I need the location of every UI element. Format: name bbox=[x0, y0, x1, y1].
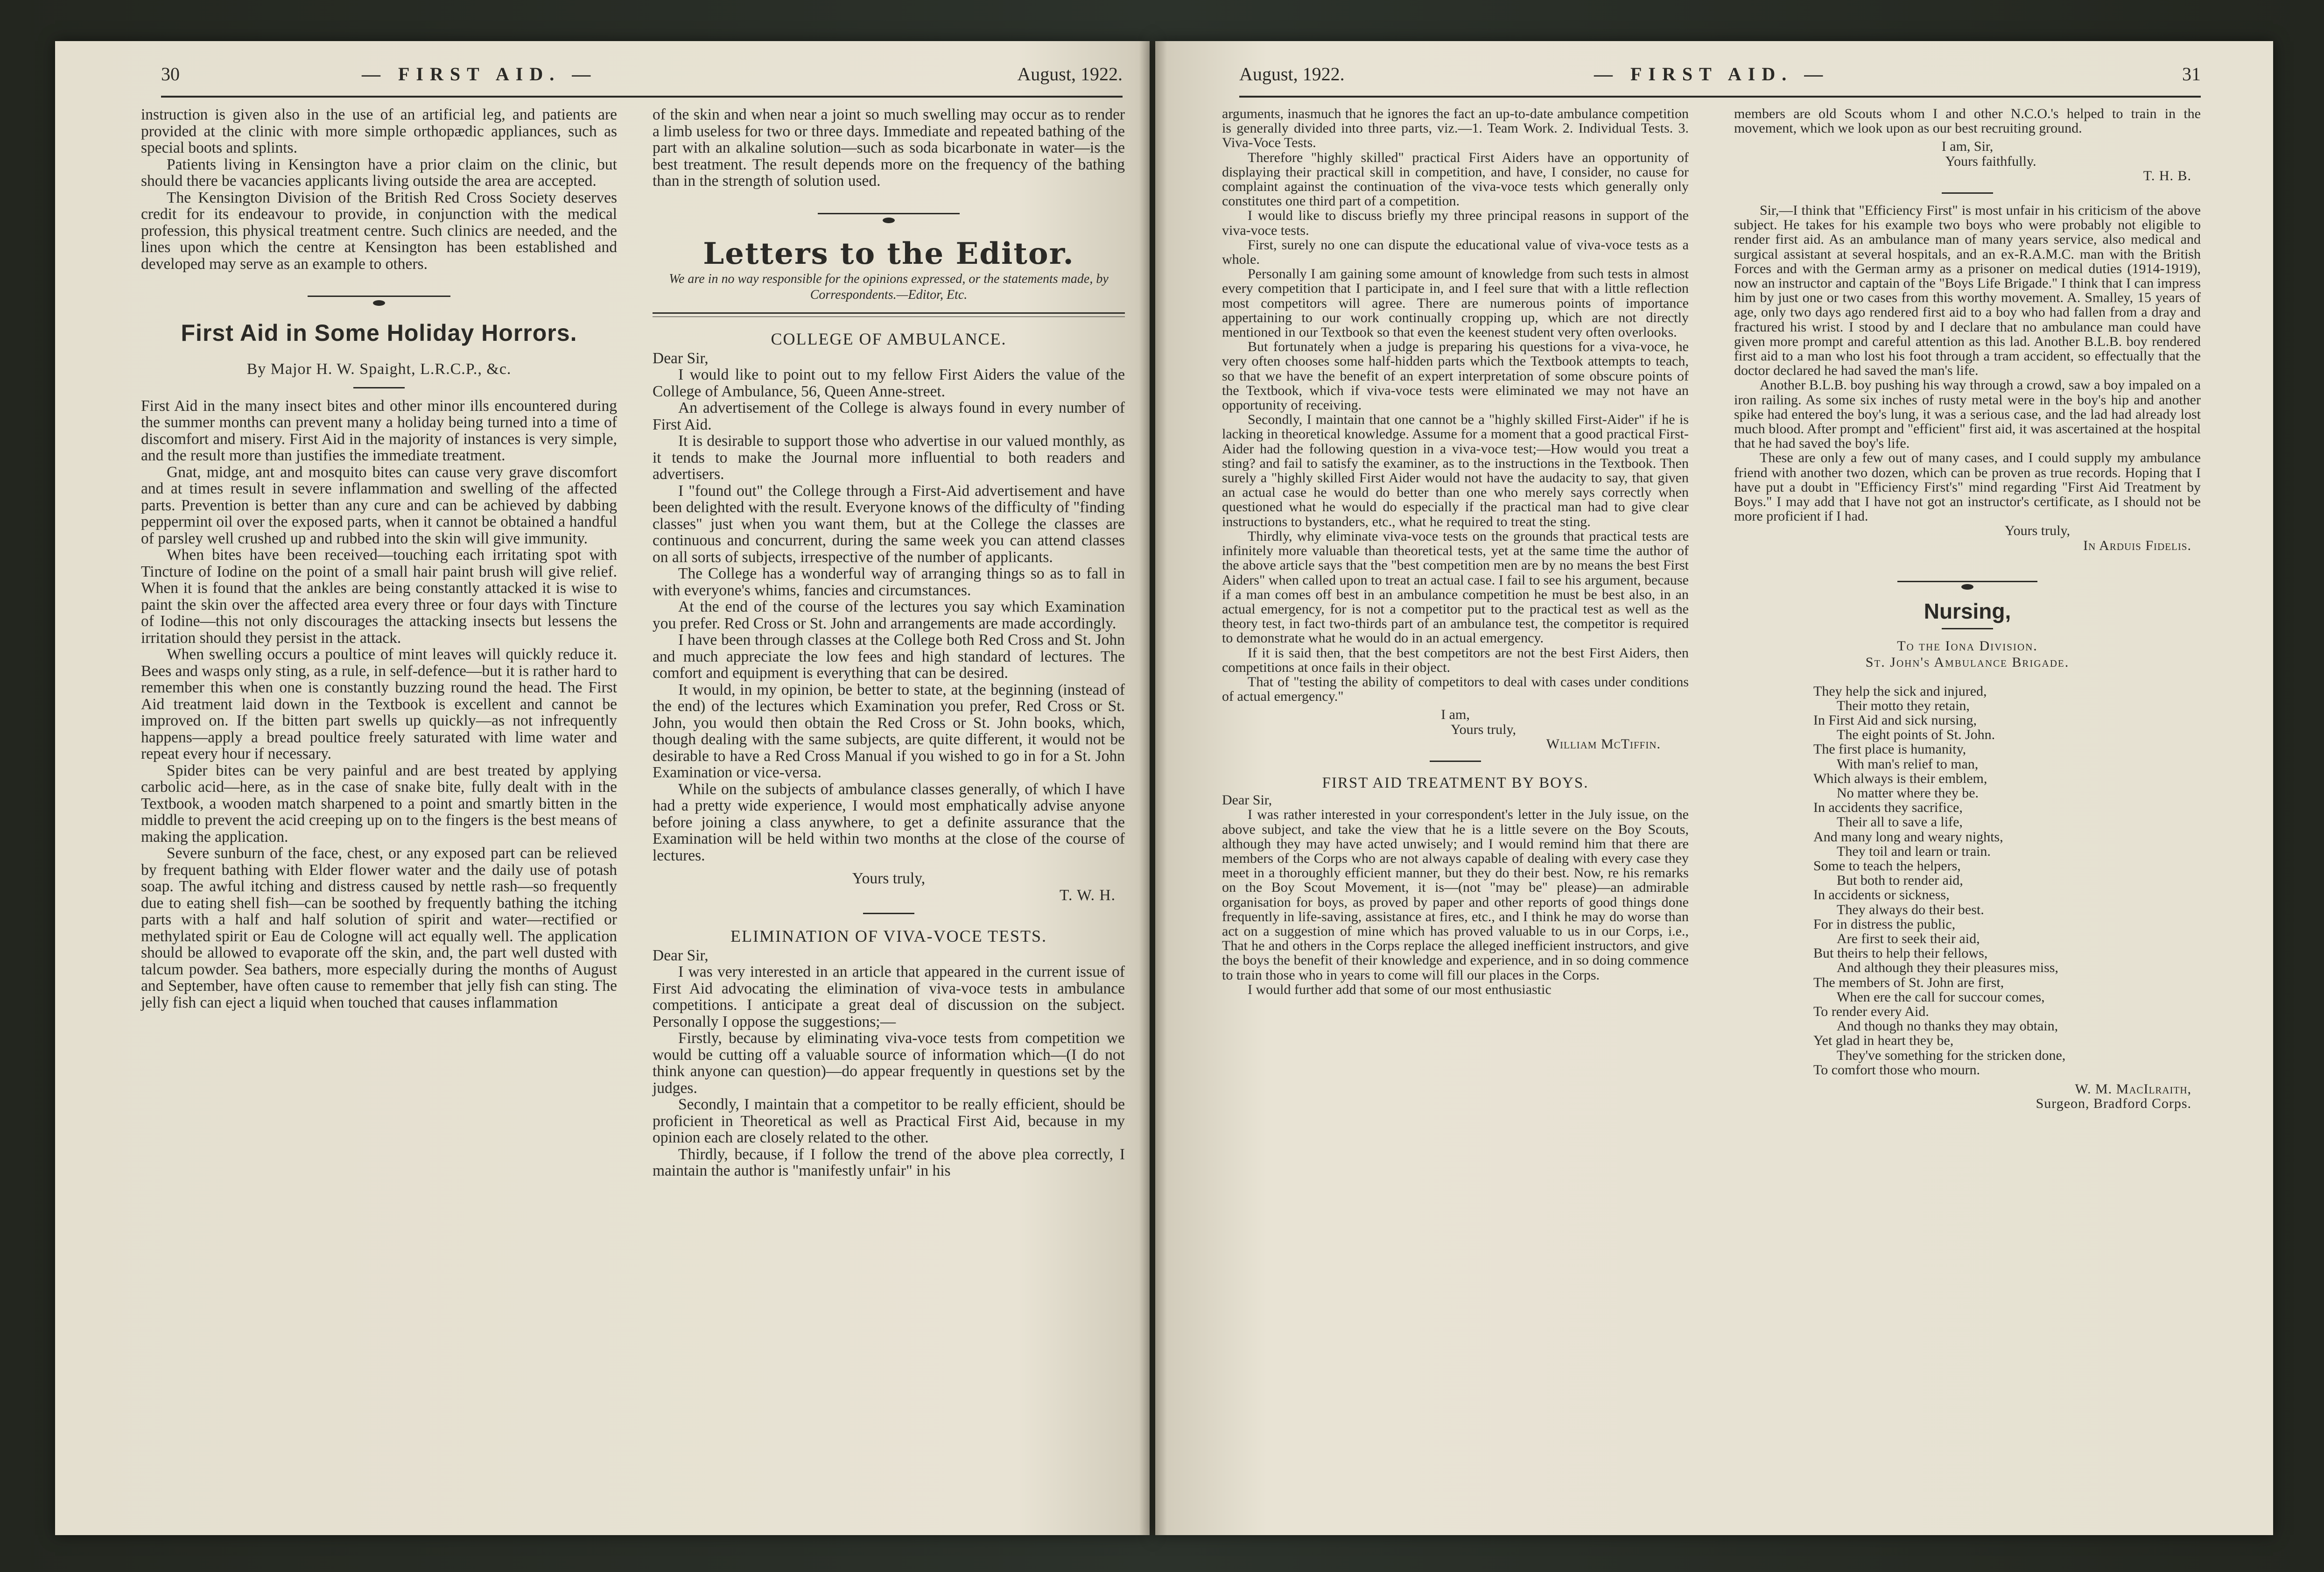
poem-dedication: To the Iona Division. bbox=[1897, 638, 2038, 654]
paragraph: instruction is given also in the use of an artificial leg, and patients are provided at the clinic with more simple orthopædic appliances, such as special boots and splints. bbox=[141, 106, 617, 156]
ornament-divider bbox=[653, 208, 1125, 218]
paragraph: An advertisement of the College is always found in every number of First Aid. bbox=[653, 399, 1125, 433]
double-rule bbox=[653, 312, 1125, 317]
paragraph: arguments, inasmuch that he ignores the fact an up-to-date ambulance competition is generally divided into three parts, viz.—1. Team Work. 2. Individual Tests. 3. Viva-Voce Tests. bbox=[1222, 106, 1689, 151]
paragraph: I "found out" the College through a First-Aid advertisement and have been delighted with the result. Everyone knows of the difficulty of "finding classes" just when you want them, but at the College the classes are continuous and concurrent, during the same week you can attend classes on all sorts of subjects, irrespective of the number of applicants. bbox=[653, 482, 1125, 566]
poem-line: To comfort those who mourn. bbox=[1813, 1062, 1980, 1078]
poem-line: In First Aid and sick nursing, bbox=[1813, 712, 1977, 728]
ornament-divider bbox=[141, 291, 617, 300]
column-4 bbox=[1734, 106, 2201, 1111]
letter-salutation: Dear Sir, bbox=[1222, 792, 1272, 808]
letter-salutation: Dear Sir, bbox=[653, 946, 709, 964]
letter-signature: T. W. H. bbox=[1060, 886, 1116, 904]
paragraph: The Kensington Division of the British Red Cross Society deserves credit for its endeavour to provide, in conjunction with the medical profession, this physical treatment centre. Such clinics are needed, and the lines upon which the centre at Kensington has been established and developed may serve as an example to others. bbox=[141, 189, 617, 273]
column-2 bbox=[653, 106, 1125, 1179]
paragraph: Secondly, I maintain that one cannot be a "highly skilled First-Aider" if he is lacking in theoretical knowledge. Assume for a moment that a good practical First-Aider had the following question in a viva-voce test;—How would you treat a sting? and fail to satisfy the examiner, as to the instructions in the Textbook. Then surely a "highly skilled First Aider would not have the audacity to say, that given an actual case he would do better than one who merely says correctly when questioned what he would do especially if the practical man had to give clear instructions to bystanders, etc., what he required to treat the sting. bbox=[1222, 412, 1689, 529]
poem-author: W. M. MacIlraith, bbox=[2075, 1081, 2191, 1097]
poem-line: They toil and learn or train. bbox=[1837, 843, 1991, 859]
letter-signoff: I am, Sir, bbox=[1941, 139, 1994, 155]
paragraph: I would further add that some of our most enthusiastic bbox=[1248, 981, 1552, 997]
page-number-left: 30 bbox=[161, 63, 180, 85]
paragraph: Severe sunburn of the face, chest, or any exposed part can be relieved by frequent bathing with Elder flower water and the daily use of potash soap. The awful itching and distress caused by nettle rash—so frequently due to eating shell fish—can be soothed by frequently bathing the itching parts with a half and half solution of spirit and water—rectified or methylated spirit or Eau de Cologne will act equally well. The application should be allowed to evaporate off the skin, and, the part well dusted with talcum powder. Sea bathers, more especially during the months of August and September, have often cause to remember that jelly fish can sting. The jelly fish can eject a liquid when touched that causes inflammation bbox=[141, 845, 617, 1011]
poem-line: No matter where they be. bbox=[1837, 785, 1979, 801]
letter-title: ELIMINATION OF VIVA-VOCE TESTS. bbox=[730, 927, 1047, 945]
paragraph: But fortunately when a judge is preparing his questions for a viva-voce, he very often chooses some half-hidden parts which the Textbook attempts to teach, so that we have the benefit of an expert interpretation of some obscure points of the Textbook, which if viva-voce tests were eliminated we may not have an opportunity of receiving. bbox=[1222, 339, 1689, 413]
poem-line: But both to render aid, bbox=[1837, 873, 1963, 888]
poem-line: The members of St. John are first, bbox=[1813, 974, 2004, 990]
poem-line: Which always is their emblem, bbox=[1813, 770, 1987, 786]
poem-line: Some to teach the helpers, bbox=[1813, 858, 1961, 874]
poem-line: In accidents they sacrifice, bbox=[1813, 800, 1963, 816]
paragraph: When bites have been received—touching each irritating spot with Tincture of Iodine on the point of a small hair paint brush will give relief. When it is found that the ankles are being constantly attacked it is wise to paint the skin over the affected area every three or four days with Tincture of Iodine—this not only discourages the attacking insects but lessens the irritation should they persist in the attack. bbox=[141, 546, 617, 647]
paragraph: I would like to discuss briefly my three principal reasons in support of the viva-voce tests. bbox=[1222, 208, 1689, 238]
paragraph: Another B.L.B. boy pushing his way through a crowd, saw a boy impaled on a iron railing. As some six inches of rusty metal were in the boy's hip and another spike had entered the boy's lung, it was a serious case, and the lad had already lost much blood. After prompt and "efficient" first aid, it was ascertained at the hospital that he had saved the boy's life. bbox=[1734, 377, 2201, 451]
right-running-header bbox=[1239, 63, 2201, 91]
paragraph: At the end of the course of the lectures you say which Examination you prefer. Red Cross or St. John and arrangements are made accordingly. bbox=[653, 598, 1125, 632]
magazine-title-left: — FIRST AID. — bbox=[362, 63, 597, 85]
poem-line: And although they their pleasures miss, bbox=[1837, 960, 2058, 976]
poem-brigade: St. John's Ambulance Brigade. bbox=[1865, 655, 2070, 670]
editor-disclaimer: We are in no way responsible for the opinions expressed, or the statements made, by Correspondents.—Editor, Etc. bbox=[669, 272, 1109, 302]
letter-signature: In Arduis Fidelis. bbox=[2083, 537, 2191, 553]
poem-line: Yet glad in heart they be, bbox=[1813, 1033, 1954, 1049]
poem-line: Their all to save a life, bbox=[1837, 814, 1963, 830]
book-gutter bbox=[1139, 41, 1167, 1535]
letter-title: COLLEGE OF AMBULANCE. bbox=[771, 330, 1007, 348]
poem-line: In accidents or sickness, bbox=[1813, 887, 1950, 903]
paragraph: The College has a wonderful way of arranging things so as to fall in with everyone's whims, fancies and circumstances. bbox=[653, 565, 1125, 599]
poem-line: With man's relief to man, bbox=[1837, 756, 1979, 772]
short-rule bbox=[1430, 761, 1481, 762]
paragraph: It would, in my opinion, be better to state, at the beginning (instead of the end) of the lectures which Examination you prefer, Red Cross or St. John, you would then obtain the Red Cross or St. John books, which, though dealing with the same subjects, are quite different, it would not be desirable to have a Red Cross Manual if you wished to go in for a St. John Examination or vice-versa. bbox=[653, 681, 1125, 781]
poem-line: The eight points of St. John. bbox=[1837, 727, 1995, 743]
paragraph: First Aid in the many insect bites and other minor ills encountered during the summer months can prevent many a holiday being turned into a time of discomfort and misery. First Aid in the majority of instances is very simple, and the result more than justifies the immediate treatment. bbox=[141, 397, 617, 464]
short-rule bbox=[863, 913, 914, 914]
letter-signoff: Yours truly, bbox=[1450, 721, 1517, 737]
poem-title: Nursing, bbox=[1924, 599, 2011, 623]
letter-signoff: I am, bbox=[1441, 707, 1470, 723]
poem-line: They've something for the stricken done, bbox=[1837, 1047, 2066, 1063]
poem-line: The first place is humanity, bbox=[1813, 741, 1966, 757]
paragraph: Firstly, because by eliminating viva-voce tests from competition we would be cutting off a valuable source of information which—(I do not think anyone can question)—do appear frequently in questions set by the judges. bbox=[653, 1029, 1125, 1097]
magazine-title-right: — FIRST AID. — bbox=[1594, 63, 1830, 85]
letter-salutation: Dear Sir, bbox=[653, 349, 709, 367]
section-title: Letters to the Editor. bbox=[703, 236, 1074, 271]
paragraph: I was rather interested in your correspondent's letter in the July issue, on the above subject, and take the view that he is a little severe on the Boy Scouts, although they may have acted unwisely; and I would remind him that there are members of the Corps who are not always capable of dealing with every case they meet in a thoroughly efficient manner, but they do their best. Now, re his remarks on the Boy Scout Movement, it is—(not "may be" please)—an admirable organisation for boys, as proved by paper and other reports of good things done frequently in life-saving, assistance at fires, etc., and I think he may do worse than act on a suggestion of mine which has proved valuable to us in our Corps, i.e., That he and others in the Corps replace the alleged inefficient instructors, and give the boys the benefit of their knowledge and experience, and in so doing commence to train those who in years to come will fill our places in the Corps. bbox=[1222, 807, 1689, 983]
issue-date-right: August, 1922. bbox=[1239, 63, 1345, 85]
paragraph: Therefore "highly skilled" practical First Aiders have an opportunity of displaying their practical skill in competition, and have, I consider, no cause for complaint against the continuation of the viva-voce tests which generally only constitutes one third part of a competition. bbox=[1222, 149, 1689, 209]
paragraph: Thirdly, why eliminate viva-voce tests on the grounds that practical tests are infinitely more valuable than theoretical tests, yet at the same time the author of the above article says that the "best competition men are by no means the best First Aiders" when called upon to treat an actual case. I fail to see his argument, because if a man comes off best in an ambulance competition he must be best also, in an actual emergency, for is not a competitor put to the practical test as well as the theory test, in fact two-thirds part of an ambulance test, the competitor is required to demonstrate what he would do in an actual emergency. bbox=[1222, 528, 1689, 646]
paragraph: I would like to point out to my fellow First Aiders the value of the College of Ambulance, 56, Queen Anne-street. bbox=[653, 366, 1125, 400]
paragraph: Thirdly, because, if I follow the trend of the above plea correctly, I maintain the author is "manifestly unfair" in his bbox=[653, 1145, 1125, 1179]
paragraph: Secondly, I maintain that a competitor to be really efficient, should be proficient in Theoretical as well as Practical First Aid, because in my opinion each are closely related to the other. bbox=[653, 1096, 1125, 1146]
article-title: First Aid in Some Holiday Horrors. bbox=[181, 320, 577, 346]
poem-line: For in distress the public, bbox=[1813, 916, 1956, 932]
ornament-divider bbox=[1734, 576, 2201, 585]
paragraph: Gnat, midge, ant and mosquito bites can cause very grave discomfort and at times result in severe inflammation and swelling of the affected parts. Prevention is better than any cure and can be achieved by dabbing peppermint oil over the exposed parts, when it cannot be obtained a handful of parsley well crushed up and rubbed into the skin will give immunity. bbox=[141, 463, 617, 547]
paragraph: members are old Scouts whom I and other N.C.O.'s helped to train in the movement, which we look upon as our best recruiting ground. bbox=[1734, 106, 2201, 136]
letter-signature: T. H. B. bbox=[2143, 168, 2191, 183]
paragraph: Spider bites can be very painful and are best treated by applying carbolic acid—here, as in the case of snake bite, fully dealt with in the Textbook, a wooden match sharpened to a point and smartly bitten in the middle to prevent the acid creeping up on to the fingers is the best means of making the application. bbox=[141, 761, 617, 846]
poem-line: Their motto they retain, bbox=[1837, 698, 1970, 713]
short-rule bbox=[1942, 192, 1993, 194]
page-number-right: 31 bbox=[2182, 63, 2201, 85]
short-rule bbox=[1942, 628, 1993, 629]
short-rule bbox=[353, 387, 405, 388]
paragraph: That of "testing the ability of competitors to deal with cases under conditions of actual emergency." bbox=[1222, 674, 1689, 705]
letter-signoff: Yours truly, bbox=[852, 870, 926, 887]
paragraph: I have been through classes at the College both Red Cross and St. John and much appreciate the low fees and high standard of lectures. The comfort and equipment is everything that can be desired. bbox=[653, 631, 1125, 682]
paragraph: I was very interested in an article that appeared in the current issue of First Aid advocating the elimination of viva-voce tests in ambulance competitions. I anticipate a great deal of discussion on the subject. Personally I oppose the suggestions;— bbox=[653, 963, 1125, 1030]
poem-line: They always do their best. bbox=[1837, 902, 1984, 917]
poem-line: Are first to seek their aid, bbox=[1837, 931, 1980, 946]
paragraph: First, surely no one can dispute the educational value of viva-voce tests as a whole. bbox=[1222, 237, 1689, 268]
poem-line: But theirs to help their fellows, bbox=[1813, 945, 1988, 961]
paragraph: These are only a few out of many cases, and I could supply my ambulance friend with another two dozen, which can be proven as true records. Hoping that I have put a doubt in "Efficiency First's" mind regarding "First Aid Treatment by Boys." I may add that I have not got an instructor's certificate, as I should not be more proficient if I had. bbox=[1734, 450, 2201, 524]
letter-signoff: Yours faithfully. bbox=[1945, 153, 2036, 169]
poem-line: When ere the call for succour comes, bbox=[1837, 989, 2045, 1005]
column-1 bbox=[141, 106, 617, 1011]
paragraph: While on the subjects of ambulance classes generally, of which I have had a pretty wide experience, I would most emphatically advise anyone before joining a class anywhere, to get a definite assurance that the Examination will be held within two months at the close of the course of lectures. bbox=[653, 780, 1125, 864]
poem-body bbox=[1813, 684, 2201, 1077]
paragraph: It is desirable to support those who advertise in our valued monthly, as it tends to make the Journal more influential to both readers and advertisers. bbox=[653, 432, 1125, 483]
paragraph: of the skin and when near a joint so much swelling may occur as to render a limb useless for two or three days. Immediate and repeated bathing of the part with an alkaline solution—such as soda bicarbonate in water—is the best treatment. The result depends more on the frequency of the bathing than in the strength of solution used. bbox=[653, 106, 1125, 190]
column-3 bbox=[1222, 106, 1689, 997]
paragraph: Patients living in Kensington have a prior claim on the clinic, but should there be vacancies applicants living outside the area are accepted. bbox=[141, 155, 617, 190]
poem-line: And many long and weary nights, bbox=[1813, 829, 2003, 845]
issue-date-left: August, 1922. bbox=[1017, 63, 1123, 85]
paragraph: If it is said then, that the best competitors are not the best First Aiders, then competitions at once fails in their object. bbox=[1222, 645, 1689, 675]
paragraph: When swelling occurs a poultice of mint leaves will quickly reduce it. Bees and wasps only sting, as a rule, in self-defence—but it is rather hard to remember this when one is constantly buzzing round the head. The First Aid treatment laid down in the Textbook is excellent and cannot be improved on. If the bitten part swells up quickly—as not infrequently happens—apply a bread poultice freely saturated with lime water and repeat every hour if necessary. bbox=[141, 646, 617, 762]
letter-signoff: Yours truly, bbox=[2004, 523, 2071, 539]
poem-line: To render every Aid. bbox=[1813, 1003, 1929, 1019]
article-byline: By Major H. W. Spaight, L.R.C.P., &c. bbox=[246, 360, 512, 378]
paragraph: Sir,—I think that "Efficiency First" is most unfair in his criticism of the above subject. He takes for his example two boys who were probably not eligible to render first aid. As an ambulance man of many years service, also medical and surgical assistant at several hospitals, and an ex-R.A.M.C. man with the British Forces and with the German army as a prisoner on medical duties (1914-1919), now an instructor and captain of the "Boys Life Brigade." I think that I can impress him by just one or two cases from this worthy movement. A. Smalley, 15 years of age, only two days ago rendered first aid to a boy who had fallen from a dray and fractured his wrist. I stood by and I declare that no ambulance man could have given more prompt and careful attention as this lad. Another B.L.B. boy rendered first aid to a man who lost his foot through a tram accident, so effectually that the doctor declared he had saved the man's life. bbox=[1734, 203, 2201, 379]
paragraph: Personally I am gaining some amount of knowledge from such tests in almost every competition that I participate in, and I feel sure that with a little reflection most competitors will agree. There are numerous points of importance appertaining to our work continually cropping up, which are not directly mentioned in our Textbook so that even the keenest student very often overlooks. bbox=[1222, 266, 1689, 340]
letter-signature: William McTiffin. bbox=[1546, 736, 1661, 752]
letter-title: FIRST AID TREATMENT BY BOYS. bbox=[1322, 774, 1589, 791]
left-running-header bbox=[161, 63, 1123, 91]
poem-line: And though no thanks they may obtain, bbox=[1837, 1018, 2058, 1034]
poem-author-corps: Surgeon, Bradford Corps. bbox=[2036, 1096, 2191, 1112]
poem-line: They help the sick and injured, bbox=[1813, 683, 1987, 699]
